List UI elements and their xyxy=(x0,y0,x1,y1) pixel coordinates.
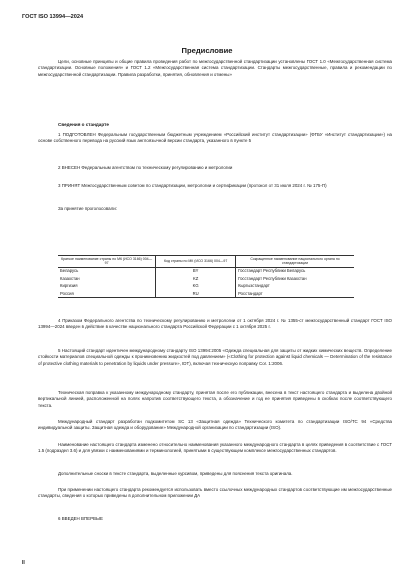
table-row xyxy=(58,283,354,290)
page-title: Предисловие xyxy=(181,46,233,55)
table-cell-body: Госстандарт Республики Беларусь xyxy=(238,268,306,274)
item-4-paragraph: 4 Приказом Федерального агентства по техническому регулированию и метрологии от 1 октября 2024 г. № 1355-ст межгосударственный стандарт ГОСТ ISO 13994—2024 введен в действие в качестве национального стандарта Российской Федерации с 1 октября 2025 г. xyxy=(38,318,392,330)
item-3-paragraph: 3 ПРИНЯТ Межгосударственным советом по стандартизации, метрологии и сертификации (протокол от 31 июля 2024 г. № 175-П) xyxy=(58,183,327,188)
table-row xyxy=(58,290,354,298)
footnotes-paragraph: Дополнительные сноски в тексте стандарта, выделенные курсивом, приведены для пояснения текста оригинала. xyxy=(58,471,293,476)
page-number: II xyxy=(22,560,25,566)
table-cell-country: Казахстан xyxy=(58,275,156,282)
table-header-country: Краткое наименование страны по МК (ИСО 3166) 004—97 xyxy=(58,256,156,268)
document-header: ГОСТ ISO 13994—2024 xyxy=(22,14,84,20)
table-cell-body: Росстандарт xyxy=(236,290,354,298)
technical-committee-paragraph: Международный стандарт разработан подкомитетом SC 13 «Защитная одежда» Технического комитета по стандартизации ISO/TC 94 «Средства индивидуальной защиты. Защитная одежда и оборудование» Международной организации по стандартизации (ISO). xyxy=(38,419,392,431)
table-cell-country: Беларусь xyxy=(58,267,156,275)
intro-paragraph: Цели, основные принципы и общие правила проведения работ по межгосударственной стандартизации установлены ГОСТ 1.0 «Межгосударственная система стандартизации. Основные положения» и ГОСТ 1.2 «Межгосударственная система стандартизации. Стандарты межгосударственные, правила и рекомендации по межгосударственной стандартизации. Правила разработки, принятия, обновления и отмены» xyxy=(38,59,392,77)
item-6-paragraph: 6 ВВЕДЕН ВПЕРВЫЕ xyxy=(58,516,103,521)
table-cell-country: Киргизия xyxy=(58,283,156,290)
tech-correction-paragraph: Техническая поправка к указанному международному стандарту, принятая после его публикации, внесена в текст настоящего стандарта и выделена двойной вертикальной линией, расположенной на полях напротив соответствующего текста, а обозначение и год ее принятия приведены в скобках после соответствующего текста. xyxy=(38,390,392,408)
table-header-row xyxy=(58,256,354,268)
references-paragraph: При применении настоящего стандарта рекомендуется использовать вместо ссылочных международных стандартов соответствующие им межгосударственные стандарты, сведения о которых приведены в дополнительном приложении ДА xyxy=(38,487,392,499)
voting-table xyxy=(58,255,354,298)
voted-label: За принятие проголосовали: xyxy=(58,206,117,211)
section-heading: Сведения о стандарте xyxy=(58,122,109,127)
name-change-paragraph: Наименование настоящего стандарта изменено относительно наименования указанного международного стандарта в целях приведения в соответствие с ГОСТ 1.5 (подраздел 3.6) и для увязки с наименованиями и терминологией, принятыми в существующем комплексе межгосударственных стандартов. xyxy=(38,442,392,454)
table-cell-country: Россия xyxy=(58,290,156,298)
table-cell-code: KG xyxy=(156,283,236,290)
table-cell-code: BY xyxy=(156,267,236,275)
table-row xyxy=(58,275,354,282)
item-5-paragraph: 5 Настоящий стандарт идентичен международному стандарту ISO 13994:2005 «Одежда специальная для защиты от жидких химических веществ. Определение стойкости материалов специальной одежды к проникновению жидкостей под давлением» («Clothing for protection against liquid chemicals — Determination of the resistance of protective clothing materials to penetration by liquids under pressure», IDT), включая техническую поправку Cor. 1:2006. xyxy=(38,348,392,366)
table-cell-body: Госстандарт Республики Казахстан xyxy=(238,275,307,281)
table-cell-code: KZ xyxy=(156,275,236,282)
item-1-paragraph: 1 ПОДГОТОВЛЕН Федеральным государственным бюджетным учреждением «Российский институт стандартизации» (ФГБУ «Институт стандартизации») на основе собственного перевода на русский язык англоязычной версии стандарта, указанного в пункте 5 xyxy=(38,132,392,144)
table-cell-code: RU xyxy=(156,290,236,298)
item-2-paragraph: 2 ВНЕСЕН Федеральным агентством по техническому регулированию и метрологии xyxy=(58,165,233,170)
table-header-body: Сокращенное наименование национального органа по стандартизации xyxy=(236,256,354,268)
table-row xyxy=(58,267,354,275)
table-cell-body: Кыргызстандарт xyxy=(238,283,270,289)
table-header-code: Код страны по МК (ИСО 3166) 004—97 xyxy=(156,256,236,268)
